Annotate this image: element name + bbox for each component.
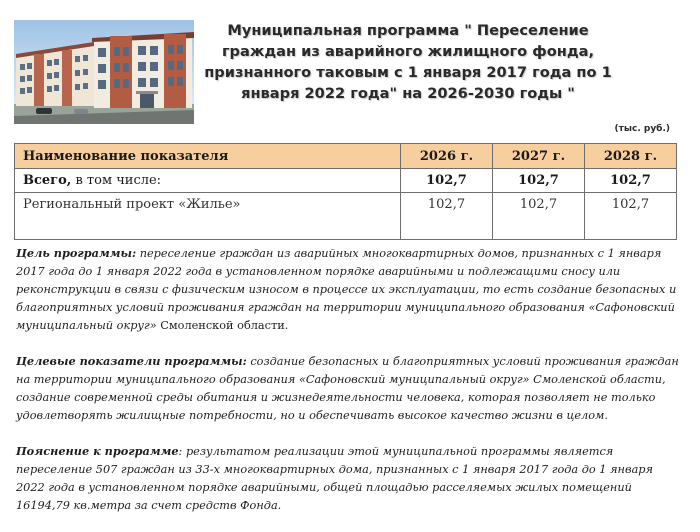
goal-heading: Цель программы: bbox=[16, 246, 137, 260]
goal-paragraph bbox=[16, 244, 680, 335]
total-2026: 102,7 bbox=[401, 169, 493, 193]
goal-text: переселение граждан из аварийных многоквартирных домов, признанных с 1 января 2017 года до 1 января 2022 года в установленном порядке аварийными и подлежащими сносу или реконструкции в связи с физическим износом в процессе их эксплуатации, то есть создание безопасных и благоприятных условий проживания граждан на территории муниципального образования «Сафоновский муниципальный округ» bbox=[16, 247, 677, 332]
total-label-rest: в том числе: bbox=[71, 173, 162, 188]
targets-text: создание безопасных и благоприятных условий проживания граждан на территории муниципального образования «Сафоновский муниципальный округ» Смоленской области, создание современной среды обитания и жизнедеятельности человека, которая позволяет не только удовлетворять жилищные потребности, но и обеспечивать высокое качество жизни в целом. bbox=[16, 355, 679, 422]
total-2027: 102,7 bbox=[493, 169, 585, 193]
budget-table bbox=[14, 143, 677, 240]
header-2027: 2027 г. bbox=[493, 144, 585, 169]
total-label-bold: Всего, bbox=[23, 173, 72, 188]
total-label bbox=[15, 169, 401, 193]
total-2028: 102,7 bbox=[585, 169, 677, 193]
targets-heading: Целевые показатели программы: bbox=[16, 354, 247, 368]
slide-title: Муниципальная программа " Переселение граждан из аварийного жилищного фонда, признанного таковым с 1 января 2017 года по 1 января 2022 года" на 2026-2030 годы " bbox=[204, 22, 612, 102]
header-2028: 2028 г. bbox=[585, 144, 677, 169]
explanation-heading: Пояснение к программе bbox=[16, 444, 179, 458]
table-row-project bbox=[15, 193, 677, 240]
project-2027: 102,7 bbox=[493, 193, 585, 240]
targets-paragraph bbox=[16, 352, 680, 425]
table-row-total bbox=[15, 169, 677, 193]
header-indicator: Наименование показателя bbox=[15, 144, 401, 169]
goal-text-plain: Смоленской области. bbox=[156, 319, 289, 332]
table-header-row bbox=[15, 144, 677, 169]
building-photo bbox=[14, 20, 194, 124]
unit-label: (тыс. руб.) bbox=[614, 124, 670, 134]
project-2028: 102,7 bbox=[585, 193, 677, 240]
header-2026: 2026 г. bbox=[401, 144, 493, 169]
explanation-text: : результатом реализации этой муниципальной программы является переселение 507 граждан из 33-х многоквартирных дома, признанных с 1 января 2017 года до 1 января 2022 года в установленном порядке аварийными, общей площадью расселяемых жилых помещений 16194,79 кв.метра за счет средств Фонда. bbox=[16, 445, 654, 512]
project-label: Региональный проект «Жилье» bbox=[15, 193, 401, 240]
description-block bbox=[16, 244, 680, 532]
project-2026: 102,7 bbox=[401, 193, 493, 240]
explanation-paragraph bbox=[16, 442, 680, 515]
